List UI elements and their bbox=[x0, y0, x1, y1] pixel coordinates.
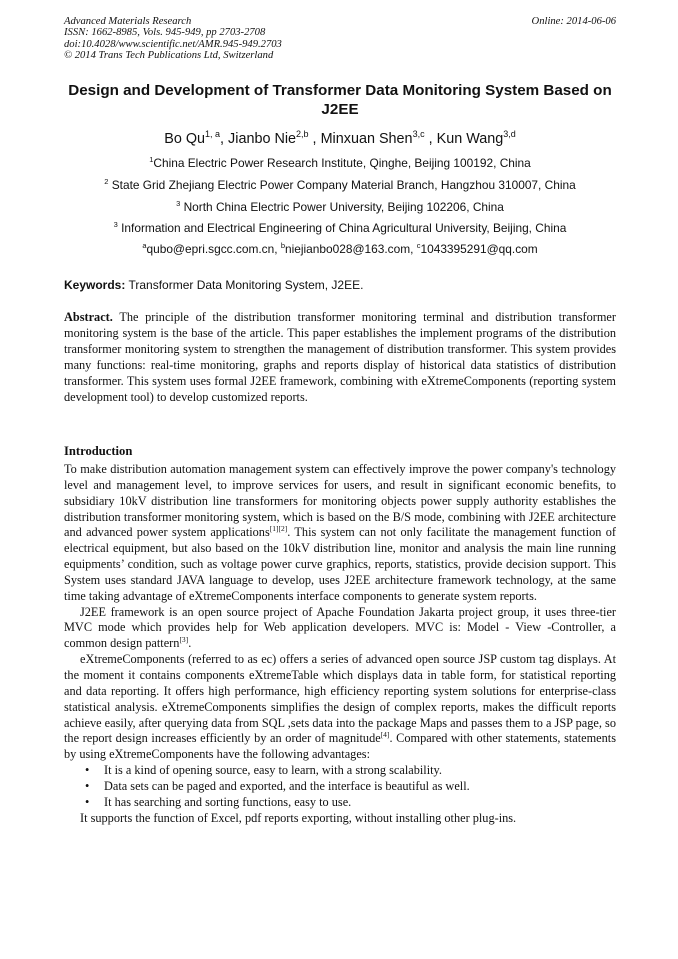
section-heading-introduction: Introduction bbox=[64, 444, 133, 458]
paragraph-4: It supports the function of Excel, pdf reports exporting, without installing other plug-ins. bbox=[80, 810, 517, 825]
email-mark: b bbox=[280, 241, 285, 250]
paragraph-text: To make distribution automation management system can effectively improve the power company's technology level and management level, to improve services for users, and result in significant economic benefits, to subsidiary 10kV distribution line transformers for monitoring objects power supply authority establishes the distribution transformer monitoring system, which is based on the B/S mode, combining with J2EE architecture and advanced power system applications bbox=[64, 462, 616, 540]
affiliation-4 bbox=[64, 221, 616, 236]
email-address: niejianbo028@163.com, bbox=[285, 242, 417, 256]
paragraph-text: eXtremeComponents (referred to as ec) offers a series of advanced open source JSP custom tag displays. At the moment it contains components eXtremeTable which displays data in table form, for statistical reporting and data reporting. It offers high performance, high efficiency reporting system solutions for enterprise-class statistical analysis. eXtremeComponents simplifies the design of complex reports, makes the difficult reports achieve easily, after querying data from SQL ,sets data into the package Maps and passes them to a JSP page, so the report design increases efficiently by an order of magnitude bbox=[64, 652, 616, 746]
author-separator: , bbox=[308, 131, 321, 147]
paragraph-text: . Compared with other statements, statements by using eXtremeComponents have the following advantages: bbox=[64, 731, 616, 762]
affiliation-text: China Electric Power Research Institute, Qinghe, Beijing 100192, China bbox=[153, 156, 531, 170]
author-name: Kun Wang bbox=[436, 131, 504, 147]
paper-title: Design and Development of Transformer Data Monitoring System Based on J2EE bbox=[68, 82, 612, 118]
author-name: Jianbo Nie bbox=[228, 131, 297, 147]
paragraph-2 bbox=[64, 605, 616, 653]
author-affiliation-mark: 3,d bbox=[503, 129, 516, 139]
author-affiliation-mark: 2,b bbox=[296, 129, 309, 139]
issn-line: ISSN: 1662-8985, Vols. 945-949, pp 2703-2708 bbox=[64, 27, 266, 39]
paragraph-text: . bbox=[188, 636, 192, 651]
keywords-text: Transformer Data Monitoring System, J2EE. bbox=[125, 278, 364, 292]
doi-line: doi:10.4028/www.scientific.net/AMR.945-949.2703 bbox=[64, 38, 282, 50]
author-name: Bo Qu bbox=[164, 131, 206, 147]
advantages-list bbox=[64, 763, 616, 811]
affiliation-number: 2 bbox=[104, 177, 109, 186]
abstract bbox=[64, 310, 616, 405]
author-name: Minxuan Shen bbox=[320, 131, 413, 147]
paragraph-3 bbox=[64, 652, 616, 763]
list-item bbox=[64, 763, 616, 779]
affiliation-text: North China Electric Power University, Beijing 102206, China bbox=[180, 200, 504, 214]
email-mark: a bbox=[142, 241, 147, 250]
list-item bbox=[64, 779, 616, 795]
abstract-text: The principle of the distribution transformer monitoring terminal and distribution transformer monitoring system is the base of the article. This paper establishes the implement programs of the distribution transformer monitoring system to strengthen the management of distribution transformer. This system provides many functions: real-time monitoring, graphs and reports display of historical data statistics of distribution transformer. This system uses formal J2EE framework, combining with eXtremeComponents (reporting system development tool) to develop customized reports. bbox=[64, 310, 616, 404]
affiliation-number: 1 bbox=[149, 155, 154, 164]
author-list bbox=[64, 130, 616, 148]
list-item-text: It is a kind of opening source, easy to learn, with a strong scalability. bbox=[104, 763, 442, 778]
email-address: 1043395291@qq.com bbox=[420, 242, 538, 256]
author-separator: , bbox=[424, 131, 437, 147]
affiliation-1 bbox=[64, 156, 616, 171]
affiliation-number: 3 bbox=[113, 220, 118, 229]
affiliation-text: State Grid Zhejiang Electric Power Company Material Branch, Hangzhou 310007, China bbox=[108, 178, 576, 192]
citation: [4] bbox=[380, 730, 390, 740]
author-affiliation-mark: 1, a bbox=[205, 129, 221, 139]
affiliation-number: 3 bbox=[176, 199, 181, 208]
citation: [1][2] bbox=[269, 524, 288, 534]
author-separator: , bbox=[220, 131, 229, 147]
author-emails bbox=[64, 242, 616, 257]
bullet-icon: • bbox=[85, 763, 90, 778]
paragraph-text: J2EE framework is an open source project of Apache Foundation Jakarta project group, it uses three-tier MVC mode which provides help for Web application developers. MVC is: Model - View -Controller, a common design pattern bbox=[64, 604, 616, 651]
email-address: qubo@epri.sgcc.com.cn, bbox=[146, 242, 281, 256]
citation: [3] bbox=[179, 635, 189, 645]
online-date: Online: 2014-06-06 bbox=[531, 16, 616, 27]
bullet-icon: • bbox=[85, 778, 90, 793]
keywords bbox=[64, 278, 616, 293]
paragraph-1 bbox=[64, 462, 616, 605]
journal-name: Advanced Materials Research bbox=[64, 16, 192, 27]
abstract-label: Abstract. bbox=[64, 310, 113, 324]
paragraph-text: . This system can not only facilitate the management function of electrical equipment, but also based on the 10kV distribution line, monitor and analysis the main line running equipments’ condition, such as voltage power curve graphics, reports, statistics, provide decision support. This System uses standard JAVA language to develop, uses J2EE architecture framework technology, at the same time taking advantage of eXtremeComponents interface components to generate system reports. bbox=[64, 525, 616, 603]
affiliation-text: Information and Electrical Engineering of China Agricultural University, Beijing, China bbox=[117, 221, 567, 235]
copyright-line: © 2014 Trans Tech Publications Ltd, Switzerland bbox=[64, 49, 274, 61]
author-affiliation-mark: 3,c bbox=[412, 129, 425, 139]
list-item bbox=[64, 795, 616, 811]
bullet-icon: • bbox=[85, 794, 90, 809]
email-mark: c bbox=[416, 241, 421, 250]
affiliation-2 bbox=[64, 178, 616, 193]
journal-header bbox=[64, 16, 616, 61]
list-item-text: Data sets can be paged and exported, and the interface is beautiful as well. bbox=[104, 778, 470, 793]
introduction-body bbox=[64, 462, 616, 826]
list-item-text: It has searching and sorting functions, easy to use. bbox=[104, 794, 352, 809]
keywords-label: Keywords: bbox=[64, 278, 126, 292]
affiliation-3 bbox=[64, 200, 616, 215]
